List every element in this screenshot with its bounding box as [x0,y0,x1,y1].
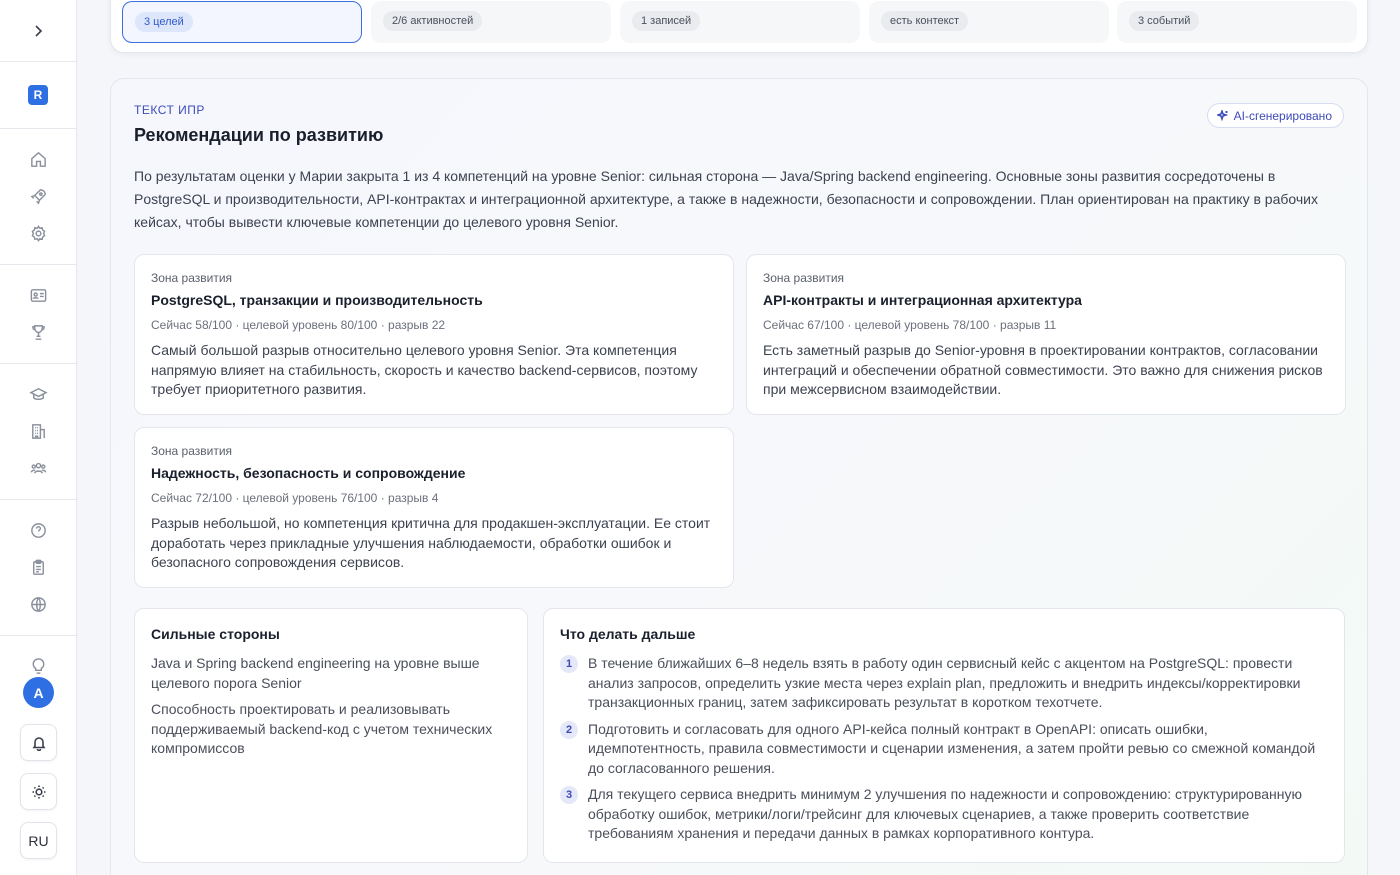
tile-context[interactable] [869,1,1109,43]
graduation-cap-icon [29,385,48,404]
sidebar-item-company[interactable] [18,413,58,450]
zone-title: API-контракты и интеграционная архитектура [763,292,1082,308]
zone-meta: Сейчас 58/100 · целевой уровень 80/100 · разрыв 22 [151,318,446,332]
tile-events-chip: 3 событий [1129,11,1199,31]
zone-text: Есть заметный разрыв до Senior-уровня в проектировании контрактов, согласовании интеграций и обеспечении обратной совместимости. Это важно для снижения рисков при межсервисном взаимодействии. [763,342,1323,397]
tile-records-chip: 1 записей [632,11,700,31]
sidebar-footer [0,677,77,875]
zone-eyebrow: Зона развития [151,444,233,458]
sidebar-item-settings[interactable] [18,215,58,252]
zone-text: Разрыв небольшой, но компетенция критична для продакшен-эксплуатации. Ее стоит доработать через прикладные улучшения наблюдаемости, обработки ошибок и безопасного сопровождения сервисов. [151,515,711,570]
sidebar-item-profile[interactable] [18,277,58,314]
brand[interactable] [0,62,76,129]
step-text: Подготовить и согласовать для одного API-кейса полный контракт в OpenAPI: описать ошибки, идемпотентность, правила совместимости и сценарии изменения, а затем пройти ревью со смежной командой до согласованного решения. [588,720,1316,776]
theme-toggle-button[interactable] [20,773,57,810]
help-icon [29,521,48,540]
lightbulb-icon [29,657,48,676]
avatar[interactable]: A [23,677,54,708]
sidebar-group-help [0,500,76,636]
sidebar-expand-button[interactable] [0,0,76,62]
tile-activities-chip: 2/6 активностей [383,11,482,31]
tile-records[interactable] [620,1,860,43]
sidebar-item-learning[interactable] [18,376,58,413]
step-number: 2 [560,721,578,739]
sidebar-item-team[interactable] [18,450,58,487]
next-steps-list [560,654,1328,844]
zone-title: PostgreSQL, транзакции и производительность [151,292,483,308]
language-label: RU [28,832,49,849]
tile-activities[interactable] [371,1,611,43]
ai-generated-badge [1207,103,1344,128]
sidebar-group-people [0,265,76,364]
id-card-icon [29,286,48,305]
sidebar-item-reports[interactable] [18,549,58,586]
page-title: Рекомендации по развитию [134,125,384,145]
list-item [560,785,1328,844]
zone-card [134,254,734,415]
sidebar-item-launch[interactable] [18,178,58,215]
section-eyebrow: ТЕКСТ ИПР [134,103,205,117]
zone-eyebrow: Зона развития [151,271,233,285]
step-text: Для текущего сервиса внедрить минимум 2 улучшения по надежности и сопровождению: структурированную обработку ошибок, метрики/логи/трейсинг для ключевых сценариев, а также проверить соответствие требованиям хранения и передачи данных в рамках корпоративного контура. [588,786,1302,841]
zone-card [134,427,734,588]
ai-badge-label: AI-сгенерировано [1233,108,1332,123]
zone-meta: Сейчас 72/100 · целевой уровень 76/100 · разрыв 4 [151,491,439,505]
zone-text: Самый большой разрыв относительно целевого уровня Senior. Эта компетенция напрямую влияет на стабильность, скорость и качество backend-сервисов, поэтому требует приоритетного развития. [151,342,698,397]
bell-icon [31,735,47,751]
sidebar-item-home[interactable] [18,141,58,178]
tile-goals-chip: 3 целей [135,12,193,32]
building-icon [29,422,48,441]
rocket-icon [29,187,48,206]
sidebar [0,0,77,875]
list-item [560,654,1328,713]
step-text: В течение ближайших 6–8 недель взять в работу один сервисный кейс с акцентом на PostgreSQL: провести анализ запросов, определить узкие места через explain plan, предложить и внедрить индексы/корректировки транзакционных границ, затем зафиксировать результат в коротком техотчете. [588,655,1301,710]
plan-summary-card [110,0,1368,53]
clipboard-icon [29,558,48,577]
strength-item: Java и Spring backend engineering на уровне выше целевого порога Senior [151,655,480,691]
language-switch-button[interactable] [20,822,57,859]
team-icon [29,459,48,478]
zone-eyebrow: Зона развития [763,271,845,285]
gear-icon [29,224,48,243]
next-steps-panel [543,608,1345,863]
sparkle-icon [1217,110,1229,122]
tile-events[interactable] [1117,1,1357,43]
sidebar-item-web[interactable] [18,586,58,623]
recommendations-card [110,78,1368,875]
zone-card [746,254,1346,415]
sidebar-group-main [0,129,76,265]
trophy-icon [29,323,48,342]
home-icon [29,150,48,169]
sidebar-item-help[interactable] [18,512,58,549]
summary-text: По результатам оценки у Марии закрыта 1 из 4 компетенций на уровне Senior: сильная сторона — Java/Spring backend engineering. Основные зоны развития сосредоточены в PostgreSQL и производительности, API-контрактах и интеграционной архитектуре, а также в надежности, безопасности и сопровождении. План ориентирован на практику в рабочих кейсах, чтобы вывести ключевые компетенции до целевого уровня Senior. [134,168,1318,230]
sun-icon [31,784,47,800]
strengths-title: Сильные стороны [151,626,280,642]
step-number: 3 [560,786,578,804]
sidebar-item-achievements[interactable] [18,314,58,351]
sidebar-group-org [0,364,76,500]
step-number: 1 [560,655,578,673]
tile-context-chip: есть контекст [881,11,968,31]
zone-title: Надежность, безопасность и сопровождение [151,465,466,481]
tile-goals[interactable] [122,1,362,43]
chevron-right-icon [30,23,46,39]
strength-item: Способность проектировать и реализовывать поддерживаемый backend-код с учетом технических компромиссов [151,701,493,756]
next-steps-title: Что делать дальше [560,626,696,642]
list-item [560,720,1328,779]
globe-icon [29,595,48,614]
zone-meta: Сейчас 67/100 · целевой уровень 78/100 · разрыв 11 [763,318,1057,332]
notifications-button[interactable] [20,724,57,761]
strengths-panel [134,608,528,863]
brand-logo: R [28,85,48,105]
